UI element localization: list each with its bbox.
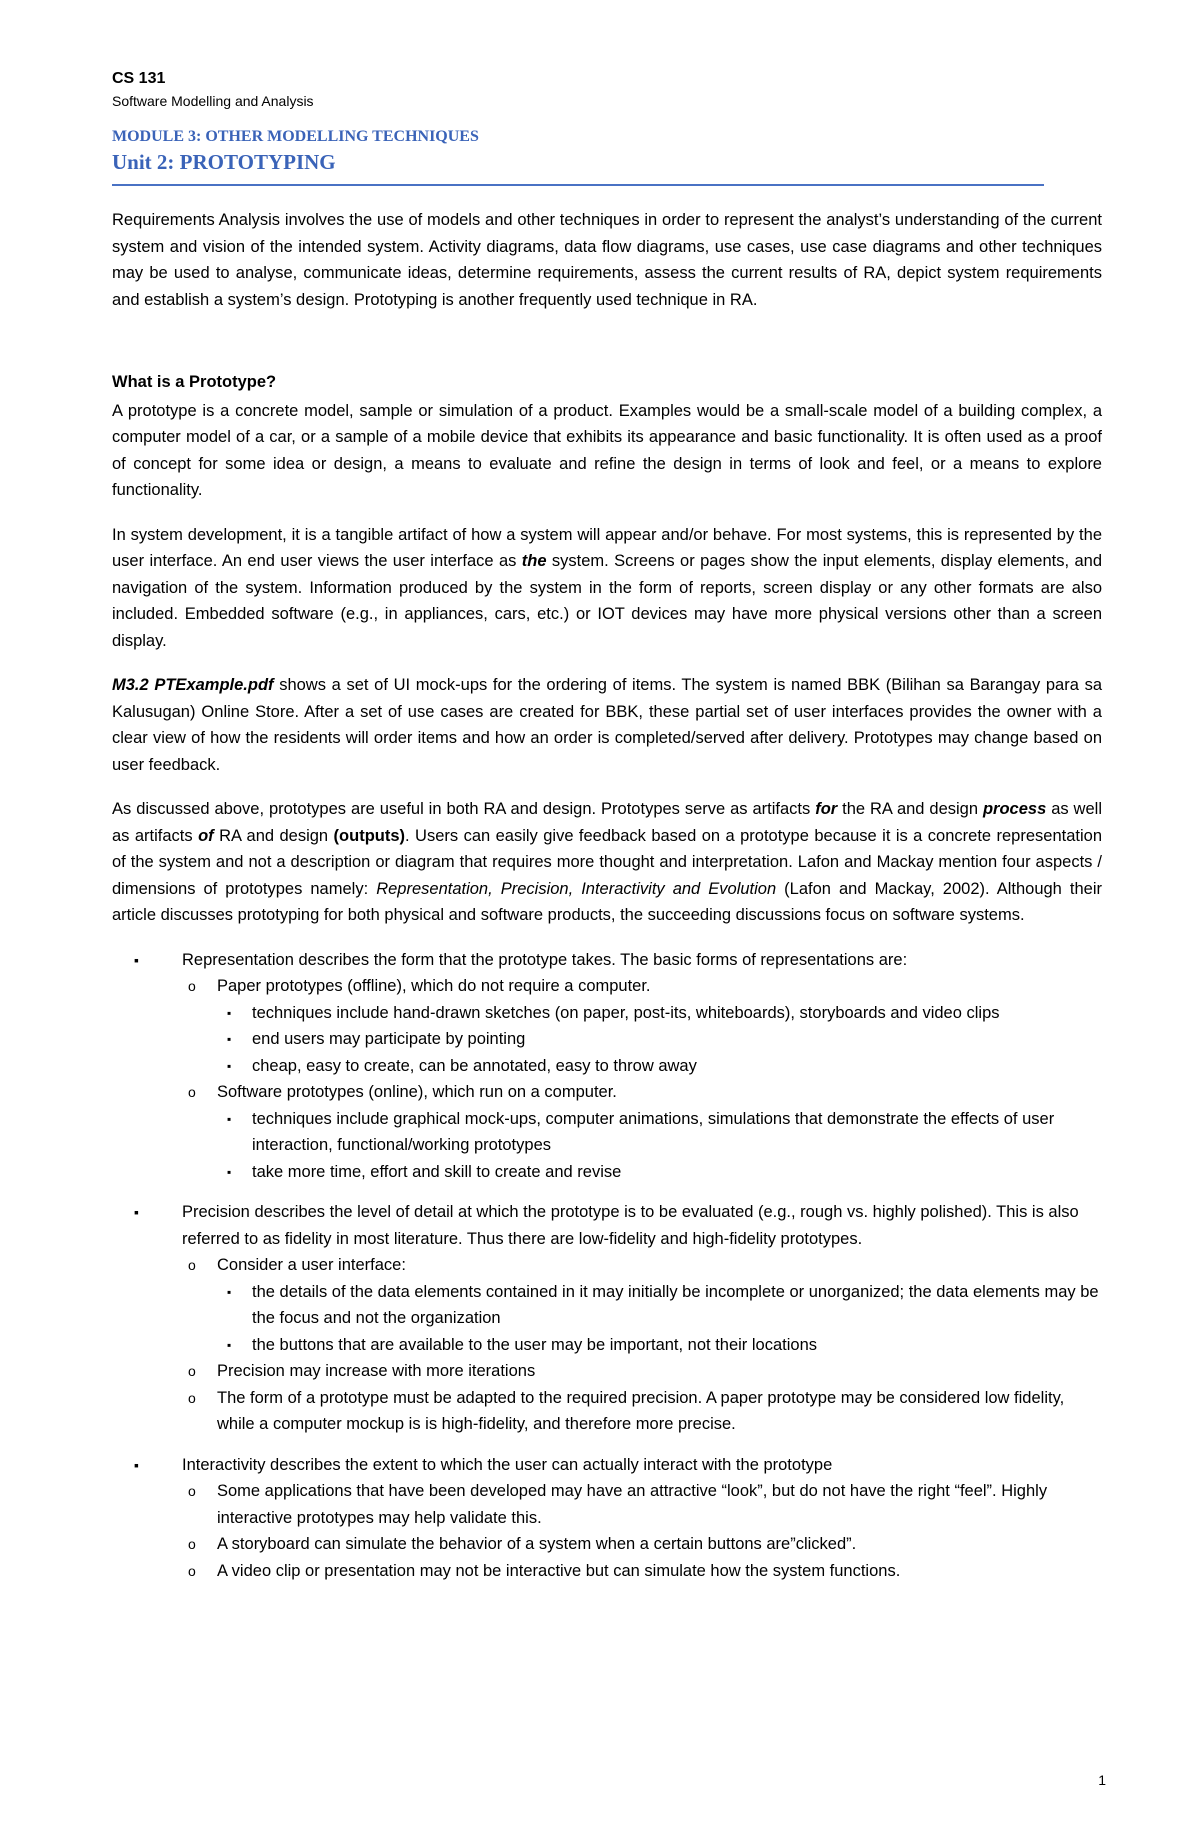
text-run: the RA and design <box>837 800 983 818</box>
text-run: As discussed above, prototypes are useful in both RA and design. Prototypes serve as artifacts <box>112 800 816 818</box>
text-run: RA and design <box>213 826 334 845</box>
list-item: o Some applications that have been developed may have an attractive “look”, but do not have the right “feel”. Highly interactive prototypes may help validate this. <box>182 1478 1102 1531</box>
list-item: ▪ the buttons that are available to the user may be important, not their locations <box>217 1332 1102 1359</box>
list-item-interactivity <box>112 1452 1102 1585</box>
sub-item-software <box>182 1079 1102 1185</box>
document-body <box>112 207 1102 1600</box>
list-item: ▪ end users may participate by pointing <box>217 1026 1102 1053</box>
section-heading: What is a Prototype? <box>112 373 277 391</box>
emphasis-outputs: (outputs) <box>333 826 406 845</box>
list-item-text: Software prototypes (online), which run on a computer. <box>217 1083 617 1101</box>
aspects-list: Representation, Precision, Interactivity and Evolution <box>376 879 777 898</box>
list-item-text: Paper prototypes (offline), which do not require a computer. <box>217 977 651 995</box>
list-item: ▪ take more time, effort and skill to create and revise <box>217 1159 1102 1186</box>
sub-item-iterations: o Precision may increase with more iterations <box>182 1358 1102 1385</box>
list-item: o A video clip or presentation may not be interactive but can simulate how the system functions. <box>182 1558 1102 1585</box>
list-item-text: Precision describes the level of detail at which the prototype is to be evaluated (e.g., rough vs. highly polished). This is also referred to as fidelity in most literature. Thus there are low-fidelity and high-fidelity prototypes. <box>182 1203 1079 1248</box>
sub-list <box>182 1478 1102 1584</box>
example-file-reference: M3.2 PTExample.pdf <box>112 676 274 694</box>
course-code: CS 131 <box>112 70 166 87</box>
emphasis-for: for <box>815 800 838 818</box>
module-title: MODULE 3: OTHER MODELLING TECHNIQUES <box>112 128 479 145</box>
text-run: system. Screens or pages show the input elements, display elements, and navigation of the system. Information produced by the system in the form of reports, screen display or any other formats are also included. Embedded software (e.g., in appliances, cars, etc.) or IOT devices may have more physical versions other than a screen display. <box>112 552 1102 650</box>
list-item: ▪ techniques include graphical mock-ups, computer animations, simulations that demonstrate the effects of user interaction, functional/working prototypes <box>217 1106 1102 1159</box>
list-item-text: Consider a user interface: <box>217 1256 406 1274</box>
page-number: 1 <box>1098 1772 1106 1788</box>
list-item-precision <box>112 1199 1102 1438</box>
emphasis-of: of <box>198 826 214 845</box>
system-development-paragraph <box>112 522 1102 655</box>
sub-list <box>182 1252 1102 1438</box>
emphasis-the: the <box>521 552 547 570</box>
aspects-paragraph <box>112 796 1102 929</box>
text-run: (Lafon and Mackay, 2002). Although their article discusses prototyping for both physical and software products, the succeeding discussions focus on software systems. <box>112 879 1102 924</box>
sub-item-paper <box>182 973 1102 1079</box>
list-item-representation <box>112 947 1102 1186</box>
sub-sub-list <box>217 1279 1102 1359</box>
list-item-text: Interactivity describes the extent to which the user can actually interact with the prototype <box>182 1455 833 1474</box>
unit-title: Unit 2: PROTOTYPING <box>112 150 336 174</box>
text-run: as well as artifacts <box>112 800 1102 845</box>
example-paragraph <box>112 672 1102 778</box>
sub-sub-list <box>217 1000 1102 1080</box>
list-item: ▪ techniques include hand-drawn sketches (on paper, post-its, whiteboards), storyboards and video clips <box>217 1000 1102 1027</box>
dimensions-list <box>112 947 1102 1585</box>
list-item: ▪ the details of the data elements contained in it may initially be incomplete or unorganized; the data elements may be the focus and not the organization <box>217 1279 1102 1332</box>
list-item: ▪ cheap, easy to create, can be annotated, easy to throw away <box>217 1053 1102 1080</box>
text-run: shows a set of UI mock-ups for the ordering of items. The system is named BBK (Bilihan sa Barangay para sa Kalusugan) Online Store. After a set of use cases are created for BBK, these partial set of user interfaces provides the owner with a clear view of how the residents will order items and how an order is completed/served after delivery. Prototypes may change based on user feedback. <box>112 676 1102 774</box>
sub-list <box>182 973 1102 1185</box>
intro-paragraph: Requirements Analysis involves the use of models and other techniques in order to represent the analyst’s understanding of the current system and vision of the intended system. Activity diagrams, data flow diagrams, use cases, use case diagrams and other techniques may be used to analyse, communicate ideas, determine requirements, assess the current results of RA, depict system requirements and establish a system’s design. Prototyping is another frequently used technique in RA. <box>112 211 1102 309</box>
sub-item-form: o The form of a prototype must be adapted to the required precision. A paper prototype may be considered low fidelity, while a computer mockup is is high-fidelity, and therefore more precise. <box>182 1385 1102 1438</box>
text-run: . Users can easily give feedback based on a prototype because it is a concrete representation of the system and not a description or diagram that requires more thought and interpretation. Lafon and Mackay mention four aspects / dimensions of prototypes namely: <box>112 826 1102 898</box>
text-run: In system development, it is a tangible artifact of how a system will appear and/or behave. For most systems, this is represented by the user interface. An end user views the user interface as <box>112 525 1102 570</box>
emphasis-process: process <box>982 800 1047 818</box>
sub-sub-list <box>217 1106 1102 1186</box>
course-name: Software Modelling and Analysis <box>112 93 314 109</box>
list-item-text: Representation describes the form that the prototype takes. The basic forms of representations are: <box>182 950 908 969</box>
title-divider <box>112 184 1044 186</box>
prototype-definition-paragraph: A prototype is a concrete model, sample or simulation of a product. Examples would be a small-scale model of a building complex, a computer model of a car, or a sample of a mobile device that exhibits its appearance and basic functionality. It is often used as a proof of concept for some idea or design, a means to evaluate and refine the design in terms of look and feel, or a means to explore functionality. <box>112 401 1102 499</box>
sub-item-user-interface <box>182 1252 1102 1358</box>
list-item: o A storyboard can simulate the behavior of a system when a certain buttons are”clicked”. <box>182 1531 1102 1558</box>
